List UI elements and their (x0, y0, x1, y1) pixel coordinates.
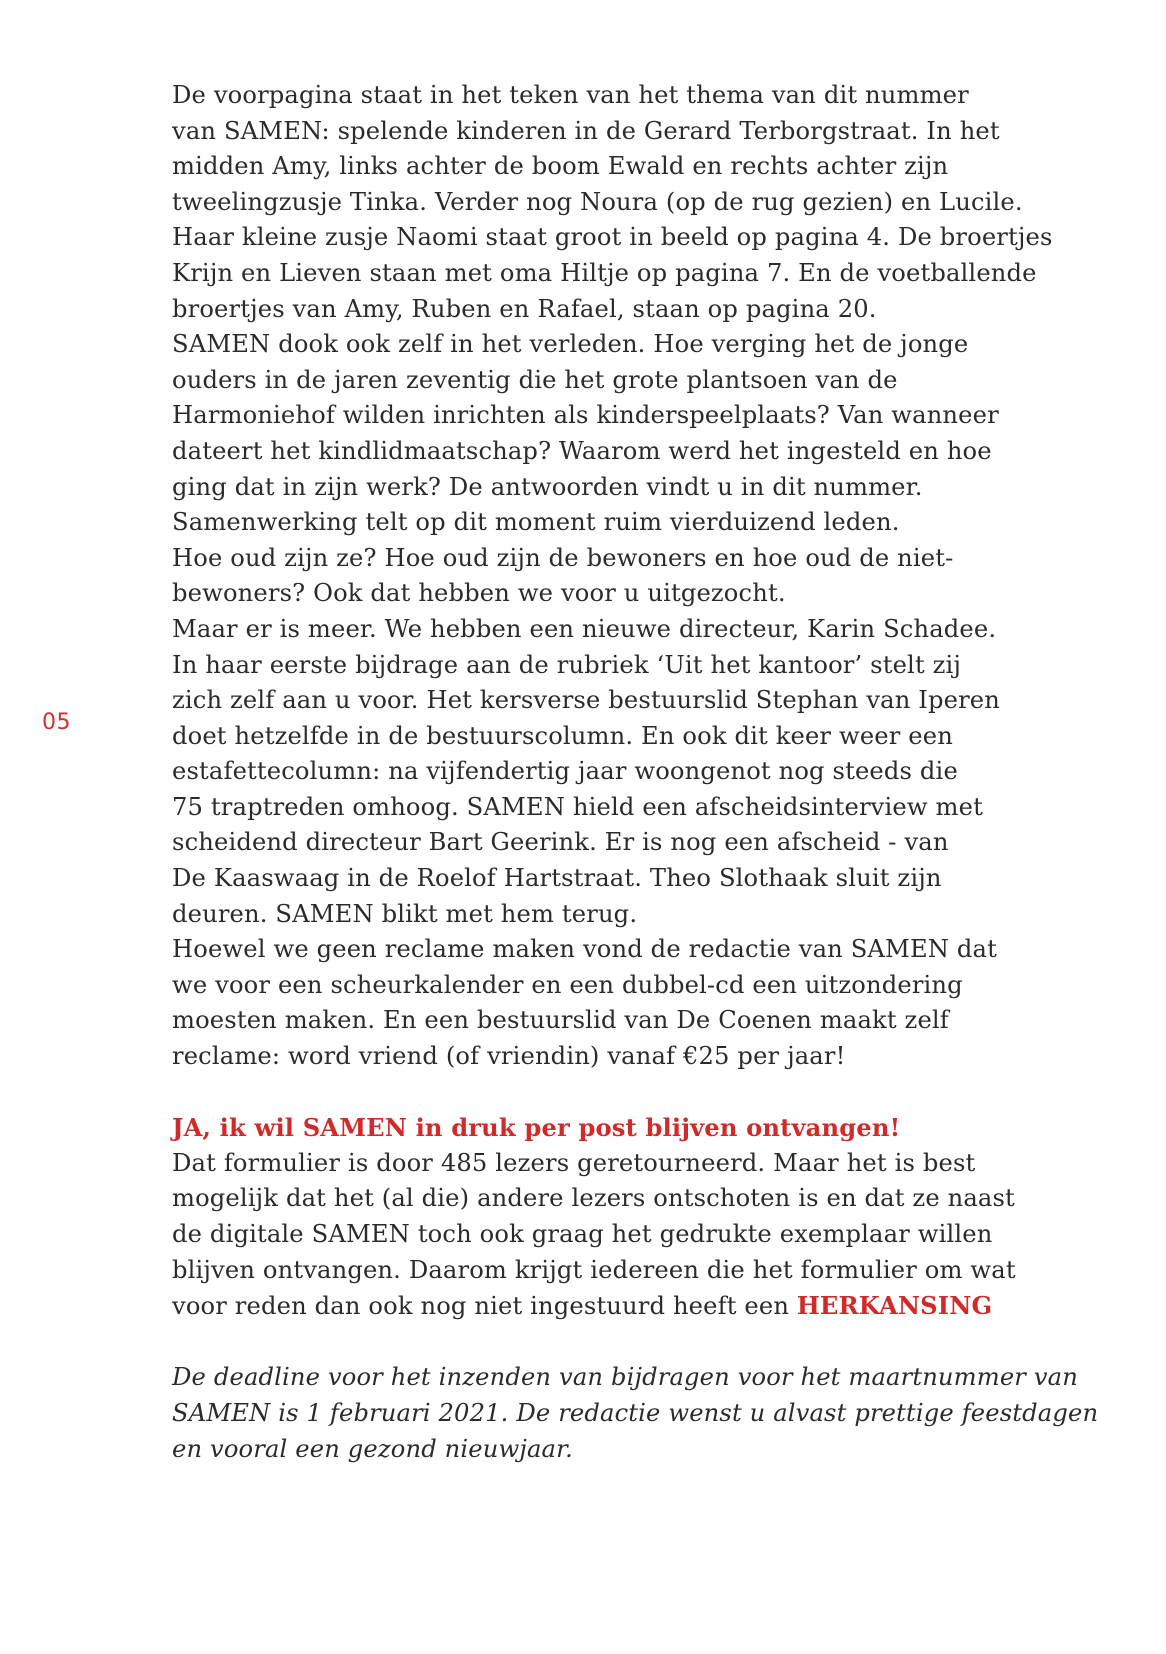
text-line: De Kaaswaag in de Roelof Hartstraat. Theo Slothaak sluit zijn (172, 864, 942, 893)
text-line: De deadline voor het inzenden van bijdragen voor het maartnummer van (172, 1363, 1078, 1392)
text-line: dateert het kindlidmaatschap? Waarom werd het ingesteld en hoe (172, 436, 992, 465)
text-line: en vooral een gezond nieuwjaar. (172, 1434, 574, 1463)
herkansing-emphasis: HERKANSING (796, 1291, 993, 1321)
text-line: Samenwerking telt op dit moment ruim vierduizend leden. (172, 508, 900, 537)
text-line: In haar eerste bijdrage aan de rubriek ‘Uit het kantoor’ stelt zij (172, 650, 962, 679)
text-line: Hoe oud zijn ze? Hoe oud zijn de bewoners en hoe oud de niet- (172, 543, 954, 572)
text-line: Hoewel we geen reclame maken vond de redactie van SAMEN dat (172, 935, 997, 964)
text-line: Dat formulier is door 485 lezers geretourneerd. Maar het is best (172, 1148, 976, 1177)
page-number: 05 (42, 710, 71, 735)
text-line: Krijn en Lieven staan met oma Hiltje op pagina 7. En de voetballende (172, 258, 1037, 287)
intro-paragraph (172, 78, 1053, 1075)
text-line: Harmoniehof wilden inrichten als kinderspeelplaats? Van wanneer (172, 401, 999, 430)
paragraph-spacer (172, 1075, 1012, 1111)
paragraph-spacer (172, 1325, 1012, 1361)
text-line (172, 1288, 1012, 1325)
text-line: deuren. SAMEN blikt met hem terug. (172, 899, 638, 928)
closing-note (172, 1360, 1099, 1467)
text-line: tweelingzusje Tinka. Verder nog Noura (op de rug gezien) en Lucile. (172, 187, 1023, 216)
text-line: midden Amy, links achter de boom Ewald en rechts achter zijn (172, 152, 949, 181)
text-line: estafettecolumn: na vijfendertig jaar woongenot nog steeds die (172, 757, 958, 786)
text-line: Maar er is meer. We hebben een nieuwe directeur, Karin Schadee. (172, 614, 997, 643)
text-line: zich zelf aan u voor. Het kersverse bestuurslid Stephan van Iperen (172, 686, 1000, 715)
text-line: broertjes van Amy, Ruben en Rafael, staan op pagina 20. (172, 294, 877, 323)
text-line: ouders in de jaren zeventig die het grote plantsoen van de (172, 365, 898, 394)
text-line: mogelijk dat het (al die) andere lezers ontschoten is en dat ze naast (172, 1184, 1015, 1213)
text-line: Haar kleine zusje Naomi staat groot in beeld op pagina 4. De broertjes (172, 223, 1053, 252)
text-line: SAMEN dook ook zelf in het verleden. Hoe verging het de jonge (172, 330, 969, 359)
callout-heading: JA, ik wil SAMEN in druk per post blijven ontvangen! (172, 1113, 901, 1143)
article-column (172, 78, 1099, 1467)
text-line: 75 traptreden omhoog. SAMEN hield een afscheidsinterview met (172, 792, 983, 821)
text-line: we voor een scheurkalender en een dubbel-cd een uitzondering (172, 970, 963, 999)
text-line: van SAMEN: spelende kinderen in de Gerard Terborgstraat. In het (172, 116, 1000, 145)
text-line: ging dat in zijn werk? De antwoorden vindt u in dit nummer. (172, 472, 923, 501)
text-line: scheidend directeur Bart Geerink. Er is nog een afscheid - van (172, 828, 949, 857)
callout-section (172, 1110, 1016, 1325)
text-line: De voorpagina staat in het teken van het thema van dit nummer (172, 81, 969, 109)
text-line: doet hetzelfde in de bestuurscolumn. En ook dit keer weer een (172, 721, 953, 750)
text-line: reclame: word vriend (of vriendin) vanaf €25 per jaar! (172, 1042, 846, 1071)
text-line: bewoners? Ook dat hebben we voor u uitgezocht. (172, 579, 786, 608)
text-fragment: voor reden dan ook nog niet ingestuurd heeft een (172, 1292, 797, 1321)
text-line: SAMEN is 1 februari 2021. De redactie wenst u alvast prettige feestdagen (172, 1398, 1099, 1427)
text-line: de digitale SAMEN toch ook graag het gedrukte exemplaar willen (172, 1220, 993, 1248)
text-line: moesten maken. En een bestuurslid van De Coenen maakt zelf (172, 1006, 949, 1035)
text-line: blijven ontvangen. Daarom krijgt iedereen die het formulier om wat (172, 1255, 1016, 1284)
